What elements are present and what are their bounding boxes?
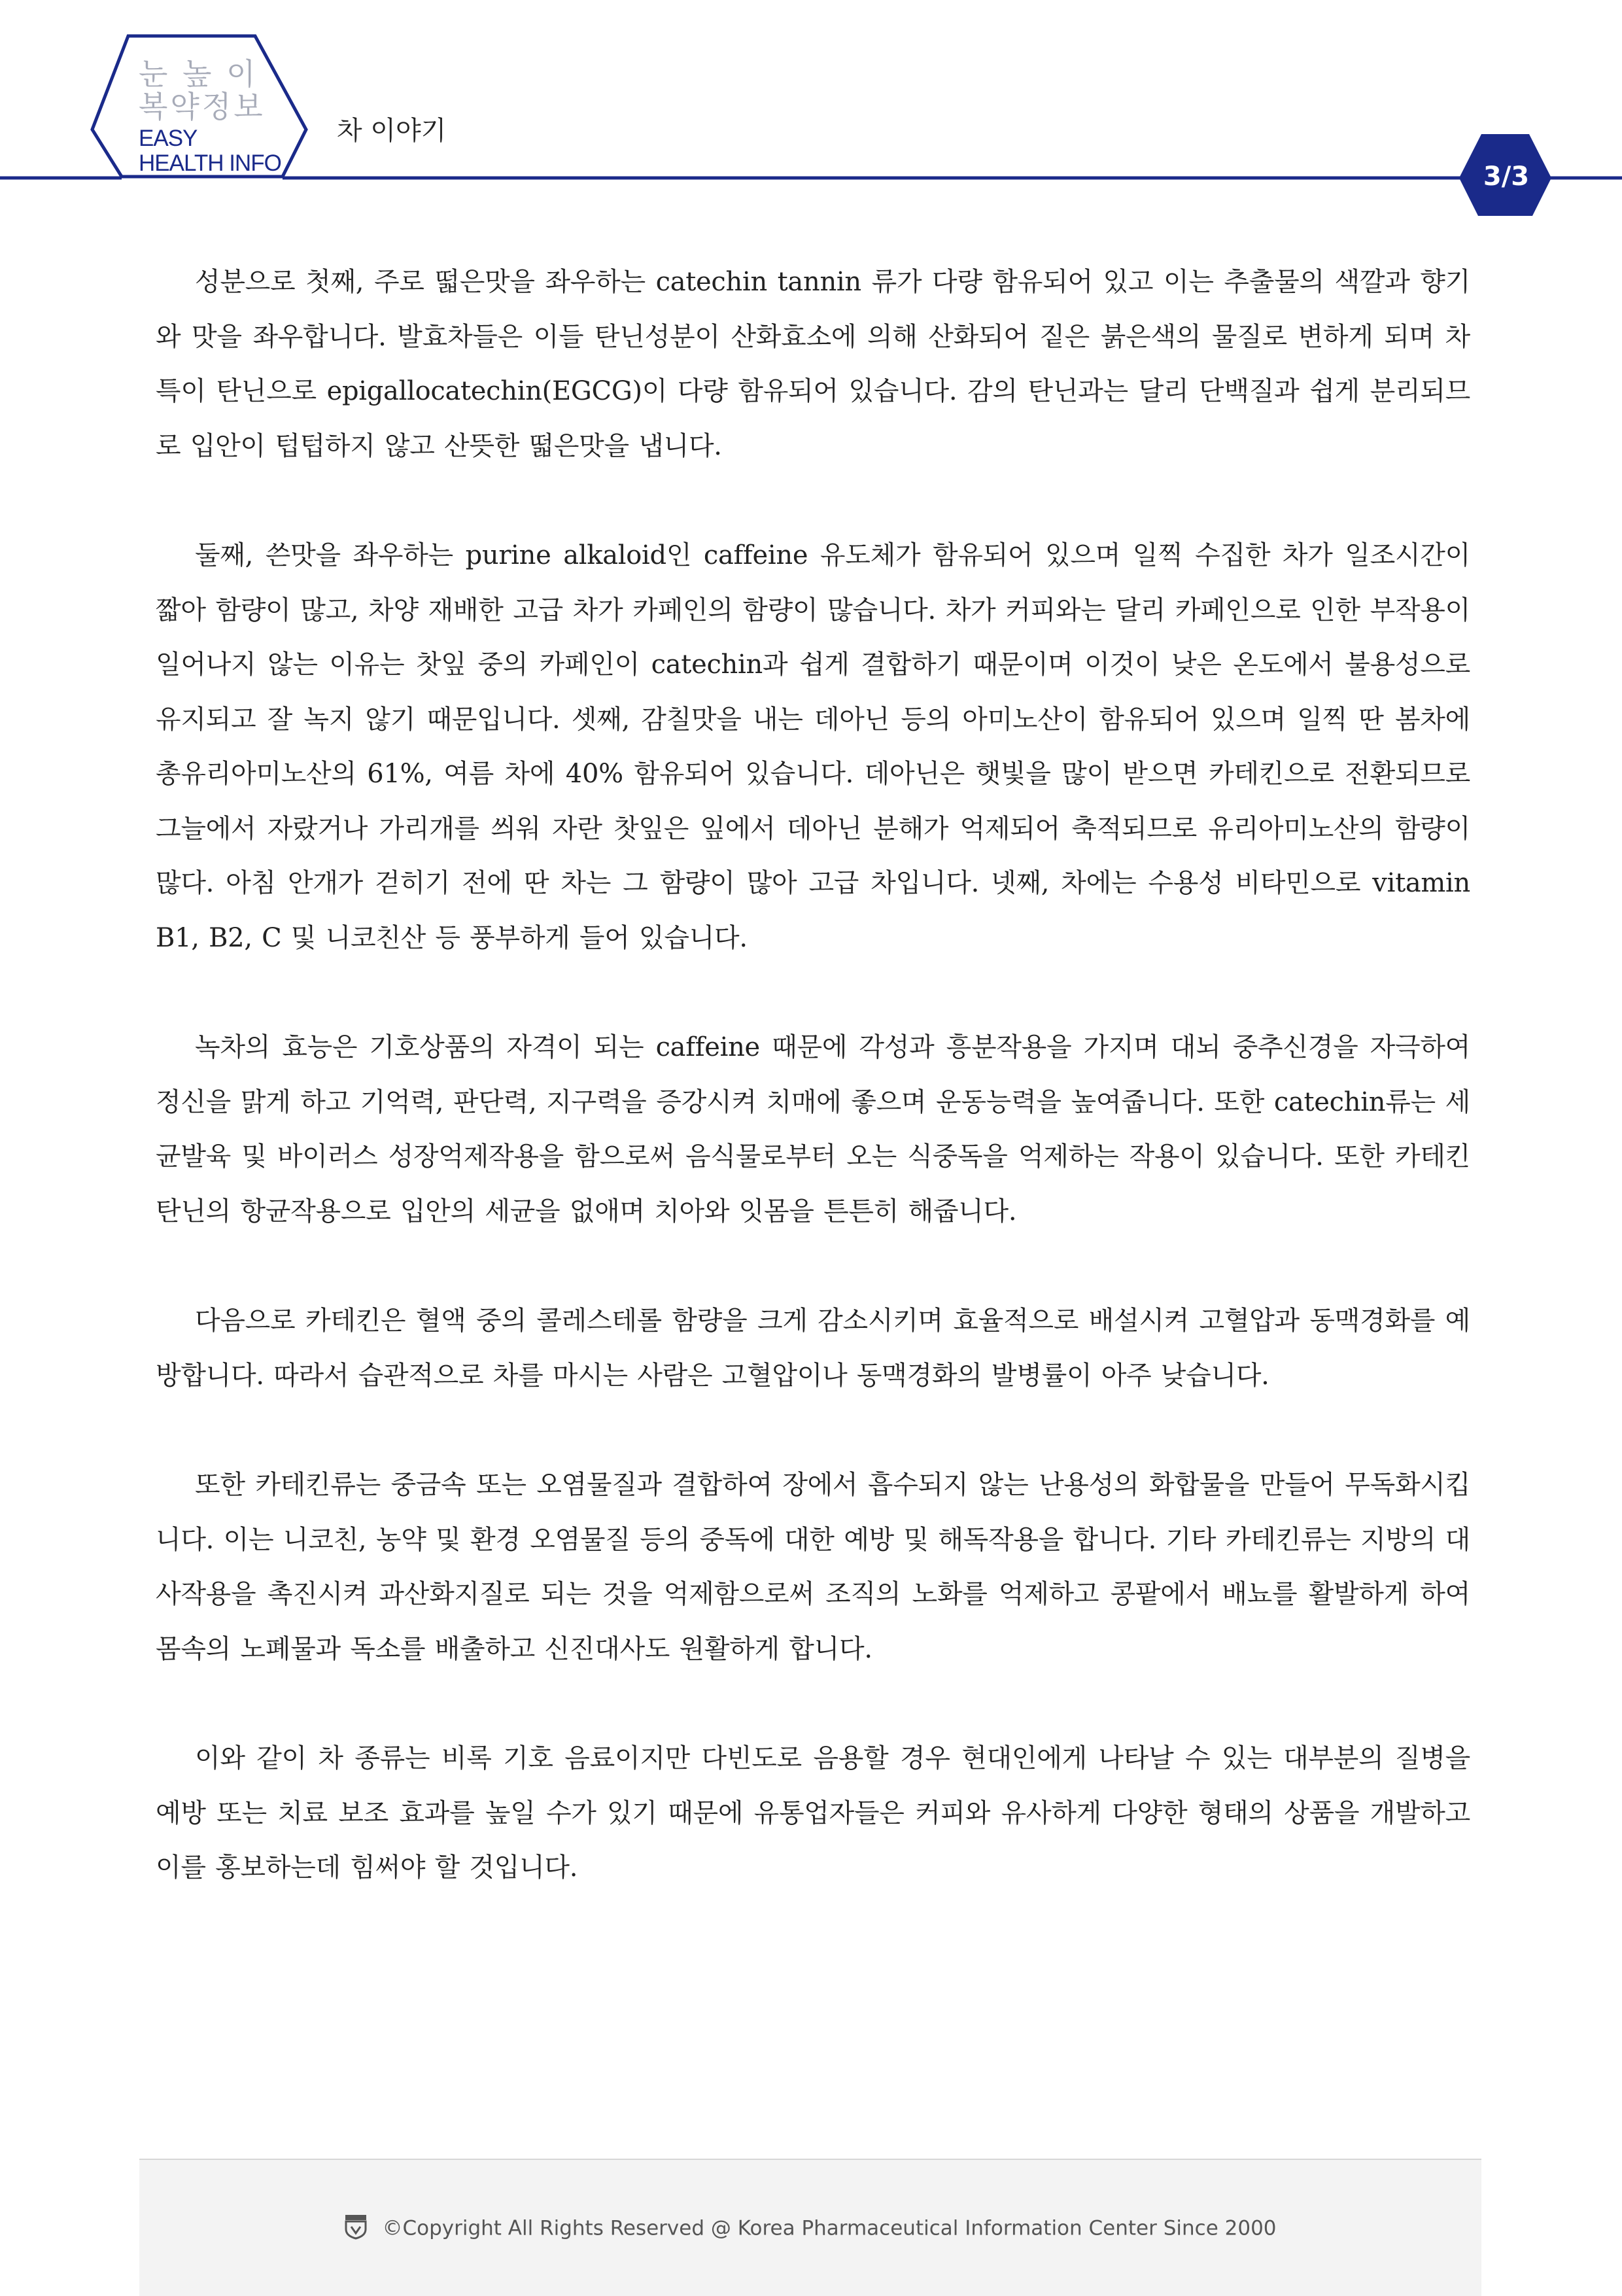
- document-body: [156, 255, 1470, 1951]
- document-title: 차 이야기: [337, 116, 447, 146]
- copyright-text: ©Copyright All Rights Reserved @ Korea Pharmaceutical Information Center Since 2000: [382, 2216, 1277, 2240]
- page-indicator: 3/3: [1483, 162, 1530, 192]
- logo-en-line1: EASY: [139, 126, 198, 151]
- paragraph: 다음으로 카테킨은 혈액 중의 콜레스테롤 함량을 크게 감소시키며 효율적으로 배설시켜 고혈압과 동맥경화를 예방합니다. 따라서 습관적으로 차를 마시는 사람은 고혈압이나 동맥경화의 발병률이 아주 낮습니다.: [156, 1306, 1470, 1391]
- page-footer: [139, 2159, 1481, 2296]
- paragraph: 녹차의 효능은 기호상품의 자격이 되는 caffeine 때문에 각성과 흥분작용을 가지며 대뇌 중추신경을 자극하여 정신을 맑게 하고 기억력, 판단력, 지구력을 증강시켜 치매에 좋으며 운동능력을 높여줍니다. 또한 catechin류는 세균발육 및 바이러스 성장억제작용을 함으로써 음식물로부터 오는 식중독을 억제하는 작용이 있습니다. 또한 카테킨 탄닌의 항균작용으로 입안의 세균을 없애며 치아와 잇몸을 튼튼히 해줍니다.: [156, 1032, 1470, 1226]
- shield-icon: [344, 2214, 368, 2245]
- paragraph: 이와 같이 차 종류는 비록 기호 음료이지만 다빈도로 음용할 경우 현대인에게 나타날 수 있는 대부분의 질병을 예방 또는 치료 보조 효과를 높일 수가 있기 때문에 유통업자들은 커피와 유사하게 다양한 형태의 상품을 개발하고 이를 홍보하는데 힘써야 할 것입니다.: [156, 1743, 1470, 1883]
- page-header: [0, 0, 1622, 216]
- footer-content: [139, 2214, 1481, 2245]
- paragraph: 또한 카테킨류는 중금속 또는 오염물질과 결합하여 장에서 흡수되지 않는 난용성의 화합물을 만들어 무독화시킵니다. 이는 니코친, 농약 및 환경 오염물질 등의 중독에 대한 예방 및 해독작용을 합니다. 기타 카테킨류는 지방의 대사작용을 촉진시켜 과산화지질로 되는 것을 억제함으로써 조직의 노화를 억제하고 콩팥에서 배뇨를 활발하게 하여 몸속의 노폐물과 독소를 배출하고 신진대사도 원활하게 합니다.: [156, 1470, 1470, 1664]
- logo-ko-line1: 눈 높 이: [139, 56, 258, 92]
- logo-en-line2: HEALTH INFO: [139, 150, 281, 176]
- paragraph: 성분으로 첫째, 주로 떫은맛을 좌우하는 catechin tannin 류가 다량 함유되어 있고 이는 추출물의 색깔과 향기와 맛을 좌우합니다. 발효차들은 이들 탄닌성분이 산화효소에 의해 산화되어 짙은 붉은색의 물질로 변하게 되며 차특이 탄닌으로 epigallocatechin(EGCG)이 다량 함유되어 있습니다. 감의 탄닌과는 달리 단백질과 쉽게 분리되므로 입안이 텁텁하지 않고 산뜻한 떫은맛을 냅니다.: [156, 267, 1470, 461]
- logo-ko-line2: 복약정보: [139, 89, 266, 124]
- paragraph: 둘째, 쓴맛을 좌우하는 purine alkaloid인 caffeine 유도체가 함유되어 있으며 일찍 수집한 차가 일조시간이 짧아 함량이 많고, 차양 재배한 고급 차가 카페인의 함량이 많습니다. 차가 커피와는 달리 카페인으로 인한 부작용이 일어나지 않는 이유는 찻잎 중의 카페인이 catechin과 쉽게 결합하기 때문이며 이것이 낮은 온도에서 불용성으로 유지되고 잘 녹지 않기 때문입니다. 셋째, 감칠맛을 내는 데아닌 등의 아미노산이 함유되어 있으며 일찍 딴 봄차에 총유리아미노산의 61%, 여름 차에 40% 함유되어 있습니다. 데아닌은 햇빛을 많이 받으면 카테킨으로 전환되므로 그늘에서 자랐거나 가리개를 씌워 자란 찻잎은 잎에서 데아닌 분해가 억제되어 축적되므로 유리아미노산의 함량이 많다. 아침 안개가 걷히기 전에 딴 차는 그 함량이 많아 고급 차입니다. 넷째, 차에는 수용성 비타민으로 vitamin B1, B2, C 및 니코친산 등 풍부하게 들어 있습니다.: [156, 540, 1470, 953]
